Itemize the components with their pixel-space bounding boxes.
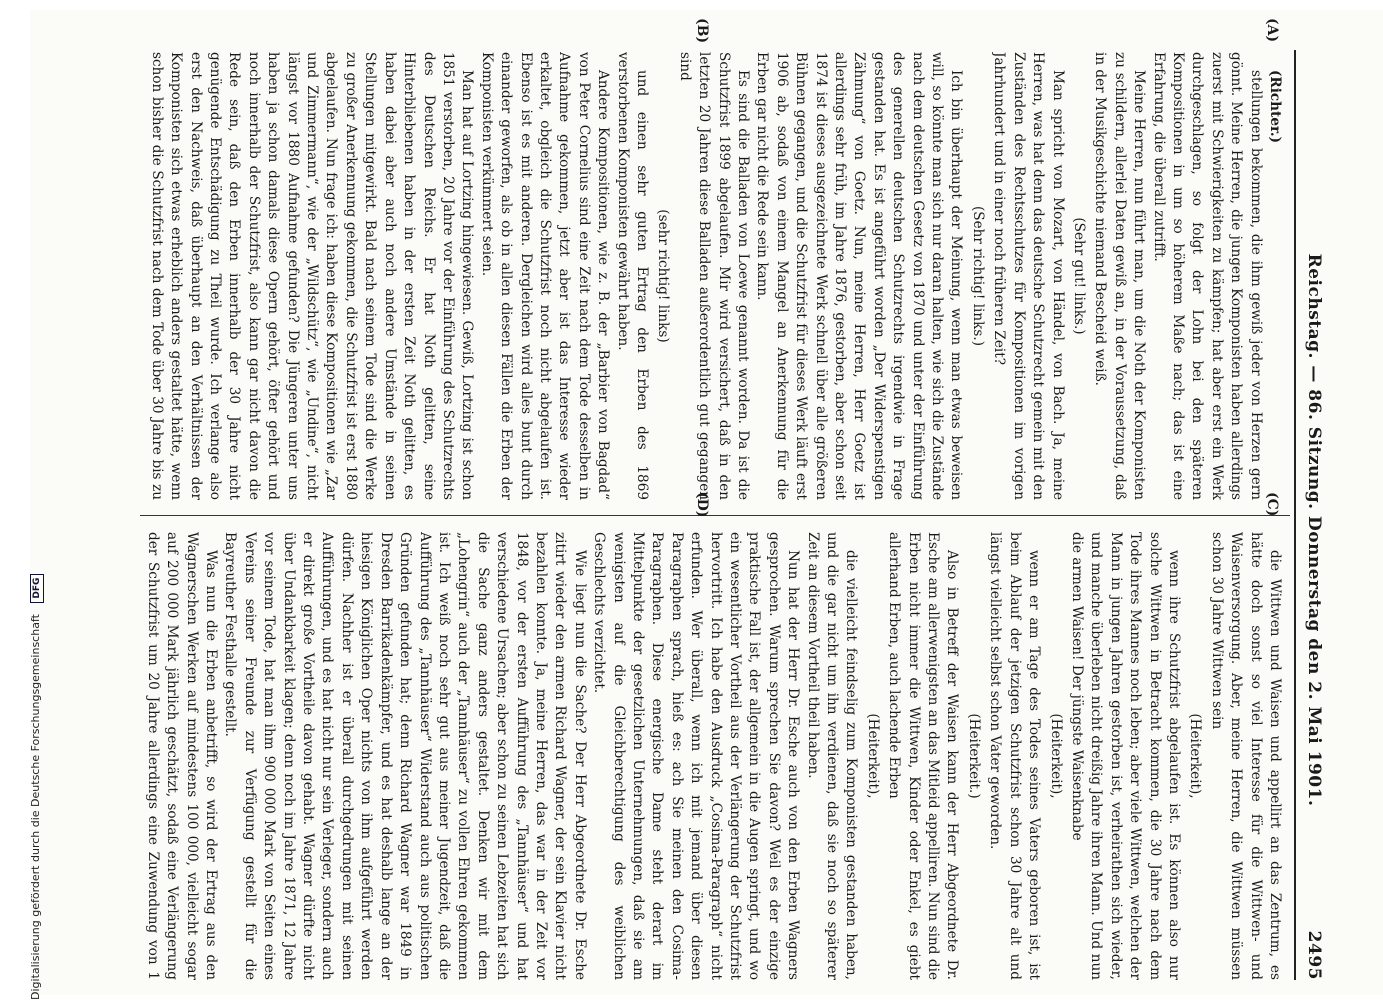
header-rule [1294, 50, 1296, 980]
interjection: (Heiterkeit), [1187, 713, 1204, 799]
interjection: (Heiterkeit), [1047, 713, 1064, 799]
footer-credit: Digitalisierung gefördert durch die Deutsche Forschungsgemeinschaft [29, 614, 42, 1000]
interjection: (Sehr richtig! links.) [969, 205, 986, 347]
margin-mark-d: (D) [694, 492, 710, 518]
paragraph: Wie liegt nun die Sache? Der Herr Abgeordnete Dr. Esche zitirt wieder den armen Richard Wagner, der sein Klavier nicht bezahlen konnte. Ja, meine Herren, das war in der Zeit vor 1848, vor der ersten Aufführung des „Tannhäuser“ und hat verschiedene Ursachen; aber schon zu seinen Lebzeiten hat sich die Sache ganz anders gestaltet. Denken wir mit dem „Lohengrin“ auch der „Tannhäuser“ zu vollen Ehren gekommen ist. Ich weiß noch sehr gut aus meiner Jugendzeit, daß die Aufführung des „Tannhäuser“ Widerstand auch aus politischen Gründen gefunden hat; denn Richard Wagner war 1849 in Dresden Barrikadenkämpfer, und es hat deshalb lange an der hiesigen Königlichen Oper nichts von ihm aufgeführt werden dürfen. Nachher ist er überall durchgedrungen mit seinen Aufführungen, und es hat nicht nur sein Verleger, sondern auch er direkt große Vortheile davon gehabt. Wagner dürfte nicht über Undankbarkeit klagen; denn noch im Jahre 1871, 12 Jahre vor seinem Tode, hat man ihm 900 000 Mark von Seiten eines Vereins seiner Freunde zur Verfügung gestellt für die Bayreuther Festhalle gestellt. [222, 532, 588, 980]
rotated-page-content [90, 10, 1330, 995]
paragraph: die vielleicht feindselig zum Komponisten gestanden haben, und die gar nicht um ihn verdienen, daß sie noch so späterer Zeit an diesem Vortheil theil haben. [804, 532, 860, 980]
page-number: 2495 [1304, 930, 1324, 980]
paragraph: Man spricht von Mozart, von Händel, von Bach. Ja, meine Herren, was hat denn das deutsche Schutzrecht gemein mit den Zuständen des Rechtsschutzes für Kompositionen im vorigen Jahrhundert und in einer noch früheren Zeit? [991, 52, 1066, 500]
scanned-page [30, 10, 1383, 995]
margin-mark-b: (B) [694, 18, 710, 44]
margin-mark-c: (C) [1264, 492, 1280, 517]
digitization-footer [0, 0, 42, 1000]
right-text-column [144, 532, 1284, 980]
paragraph: die Wittwen und Waisen und appellirt an das Zentrum, es hätte doch sonst so viel Interesse für die Wittwen- und Waisenversorgung. Aber, meine Herren, die Wittwen müssen schon 30 Jahre Wittwen sein [1208, 532, 1283, 980]
interjection: (Heiterkeit.) [965, 713, 982, 799]
paragraph: Was nun die Erben anbetrifft, so wird der Ertrag aus den Wagnerschen Werken auf mindestens 100 000, vielleicht sogar auf 200 000 Mark jährlich geschätzt, sodaß eine Verlängerung der Schutzfrist um 20 Jahre allerdings eine Zuwendung von 1 [144, 532, 220, 980]
paragraph: Also in Betreff der Waisen kann der Herr Abgeordnete Dr. Esche am allerwenigsten an das Mitleid appelliren. Nun sind die Erben nicht immer die Wittwen, Kinder oder Enkel, es giebt allerhand Erben, auch lachende Erben [886, 532, 961, 980]
paragraph: wenn ihre Schutzfrist abgelaufen ist. Es können also nur solche Wittwen in Betracht kommen, die 30 Jahre nach dem Tode ihres Mannes noch leben; aber viele Wittwen, welchen der Mann in jungen Jahren gestorben ist, verheirathen sich wieder, und manche überleben nicht dreißig Jahre ihren Mann. Und nun die armen Waisen! Der jüngste Waisenknabe [1068, 532, 1182, 980]
paragraph: Man hat auf Lortzing hingewiesen. Gewiß, Lortzing ist schon 1851 verstorben, 20 Jahre vor der Einführung des Schutzrechts des Deutschen Reichs. Er hat Noth gelitten, seine Hinterbliebenen haben in der ersten Zeit Noth gelitten, es haben dabei aber auch noch andere Umstände in seinen Stellungen mitgewirkt. Bald nach seinem Tode sind die Werke zu großer Anerkennung gekommen, die Schutzfrist ist erst 1880 abgelaufen. Nun frage ich: haben diese Kompositionen wie „Zar und Zimmermann“, wie der „Wildschütz“, wie „Undine“, nicht längst vor 1880 Aufnahme gefunden? Die Jüngeren unter uns haben ja schon damals diese Opern gehört, öfter gehört und noch innerhalb der Schutzfrist, also kann gar nicht davon die Rede sein, daß den Erben innerhalb der 30 Jahre nicht genügende Entschädigung zu Theil wurde. Ich verlange also erst den Nachweis, daß überhaupt an den Verhältnissen der Komponisten sich etwas erheblich anders gestaltet hätte, wenn schon bisher die Schutzfrist nach dem Tode über 30 Jahre bis zu [148, 52, 476, 500]
paragraph: Nun hat der Herr Dr. Esche auch von den Erben Wagners gesprochen. Warum sprechen Sie davon? Weil es der einzige praktische Fall ist, der allgemein in die Augen springt, und wo ein wesentlicher Vortheil aus der Verlängerung der Schutzfrist hervortritt. Ich habe den Ausdruck „Cosima-Paragraph“ nicht erfunden. Wer überall, wenn ich mit jemand über diesen Paragraphen sprach, hieß es: ach Sie meinen den Cosima-Paragraphen. Diese energische Dame steht derart im Mittelpunkte der gesetzlichen Unternehmungen, daß sie am wenigsten auf die Gleichberechtigung des weiblichen Geschlechts verzichtet. [591, 532, 802, 980]
margin-mark-a: (A) [1264, 18, 1280, 43]
paragraph: stellungen bekommen, die ihm gewiß jeder von Herzen gern gönnt. Meine Herren, die jungen Komponisten haben allerdings zuerst mit Schwierigkeiten zu kämpfen; hat aber erst ein Werk durchgeschlagen, so folgt der Lohn bei den späteren Kompositionen in um so höherem Maße nach; das ist eine Erfahrung, die überall zutrifft. [1150, 52, 1264, 500]
dfg-logo: DFG [30, 574, 44, 603]
paragraph: wenn er am Tage des Todes seines Vaters geboren ist, ist beim Ablauf der jetzigen Schutzfrist schon 30 Jahre alt und längst vielleicht selbst schon Vater geworden. [987, 532, 1043, 980]
speaker-name: (Richter.) [1267, 70, 1283, 144]
paragraph: Ich bin überhaupt der Meinung, wenn man etwas beweisen will, so könnte man sich nur daran halten, wie sich die Zustände nach dem deutschen Gesetz von 1870 und unter der Einführung des generellen deutschen Schutzrechts irgendwie in Frage gestanden hat. Es ist angeführt worden „Der Widerspenstigen Zähmung“ von Goetz. Nun, meine Herren, Herr Goetz ist allerdings sehr früh, im Jahre 1876, gestorben, aber schon seit 1874 ist dieses ausgezeichnete Werk schnell über alle größeren Bühnen gegangen, und die Schutzfrist für dieses Werk läuft erst 1906 ab, sodaß von einem Mangel an Anerkennung für die Erben gar nicht die Rede sein kann. [754, 52, 965, 500]
interjection: (sehr richtig! links) [655, 209, 672, 343]
column-divider [140, 515, 1290, 516]
footer-text-wrapper [22, 0, 50, 1000]
interjection: (Heiterkeit), [864, 713, 881, 799]
page-header [1290, 50, 1330, 980]
interjection: (Sehr gut! links.) [1070, 217, 1087, 335]
paragraph: und einen sehr guten Ertrag den Erben des 1869 verstorbenen Komponisten gewährt haben. [614, 52, 650, 500]
paragraph: Meine Herren, nun führt man, um die Noth der Komponisten zu schildern, allerlei Daten gewiß an, in der Voraussetzung, daß in der Musikgeschichte niemand Bescheid weiß. [1092, 52, 1148, 500]
paragraph: Andere Kompositionen, wie z. B. der „Barbier von Bagdad“ von Peter Cornelius sind eine Zeit nach dem Tode desselben in Aufnahme gekommen, jetzt aber ist das Interesse wieder erkaltet, obgleich die Schutzfrist noch nicht abgelaufen ist. Ebenso ist es mit anderen. Dergleichen wird alles bunt durch einander geworfen, als ob in allen diesen Fällen die Erben der Komponisten verkümmert seien. [478, 52, 612, 500]
left-text-column [144, 52, 1284, 500]
paragraph: Es sind die Balladen von Loewe genannt worden. Da ist die Schutzfrist 1899 abgelaufen. Mir wird versichert, daß in den letzten 20 Jahren diese Balladen außerordentlich gut gegangen sind [676, 52, 752, 500]
header-title: Reichstag. — 86. Sitzung. Donnerstag den 2. Mai 1901. [1304, 253, 1324, 807]
